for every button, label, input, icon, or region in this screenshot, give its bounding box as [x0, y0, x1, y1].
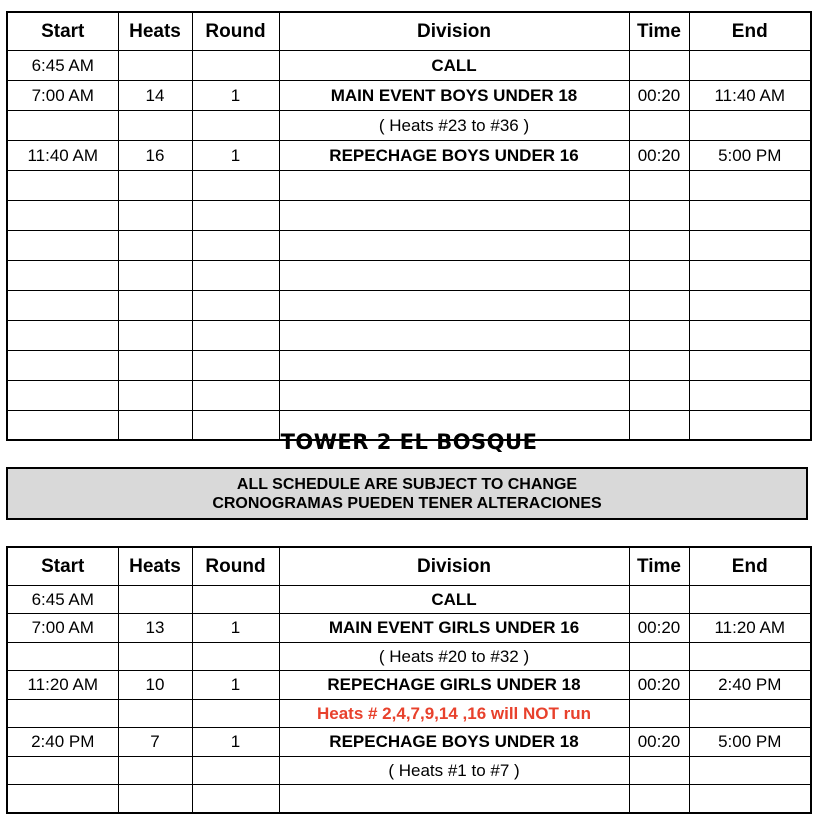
- cell-division: [279, 260, 629, 290]
- cell-division: MAIN EVENT BOYS UNDER 18: [279, 80, 629, 110]
- cell-division: REPECHAGE BOYS UNDER 18: [279, 728, 629, 757]
- cell-division: [279, 785, 629, 814]
- table-row: [7, 785, 811, 814]
- header-end: End: [689, 12, 811, 50]
- cell-time: [629, 380, 689, 410]
- cell-end: [689, 110, 811, 140]
- cell-start: [7, 260, 118, 290]
- cell-start: [7, 699, 118, 728]
- cell-heats: [118, 260, 192, 290]
- cell-end: 5:00 PM: [689, 140, 811, 170]
- cell-heats: 16: [118, 140, 192, 170]
- cell-division: CALL: [279, 585, 629, 614]
- cell-time: 00:20: [629, 728, 689, 757]
- cell-round: 1: [192, 614, 279, 643]
- cell-time: [629, 699, 689, 728]
- cell-heats: [118, 756, 192, 785]
- table-row: [7, 140, 811, 170]
- cell-end: [689, 642, 811, 671]
- cell-round: [192, 200, 279, 230]
- cell-division: ( Heats #1 to #7 ): [279, 756, 629, 785]
- cell-division: Heats # 2,4,7,9,14 ,16 will NOT run: [279, 699, 629, 728]
- notice-line-spanish: CRONOGRAMAS PUEDEN TENER ALTERACIONES: [212, 495, 602, 512]
- cell-division: [279, 200, 629, 230]
- table-row: [7, 642, 811, 671]
- cell-round: [192, 50, 279, 80]
- table-row: [7, 585, 811, 614]
- cell-heats: [118, 50, 192, 80]
- cell-start: [7, 785, 118, 814]
- table-row: [7, 170, 811, 200]
- cell-heats: [118, 785, 192, 814]
- cell-division: REPECHAGE BOYS UNDER 16: [279, 140, 629, 170]
- cell-division: MAIN EVENT GIRLS UNDER 16: [279, 614, 629, 643]
- table-header-row: [7, 12, 811, 50]
- cell-round: 1: [192, 140, 279, 170]
- table-row: [7, 230, 811, 260]
- table-row: [7, 80, 811, 110]
- cell-heats: [118, 699, 192, 728]
- cell-round: [192, 585, 279, 614]
- cell-end: [689, 200, 811, 230]
- cell-heats: 13: [118, 614, 192, 643]
- cell-round: [192, 260, 279, 290]
- cell-round: [192, 290, 279, 320]
- cell-division: [279, 320, 629, 350]
- cell-end: 11:20 AM: [689, 614, 811, 643]
- cell-heats: [118, 170, 192, 200]
- header-time: Time: [629, 12, 689, 50]
- schedule-table-1: [6, 11, 812, 441]
- cell-time: 00:20: [629, 614, 689, 643]
- cell-round: [192, 230, 279, 260]
- cell-end: [689, 785, 811, 814]
- venue-title: TOWER 2 EL BOSQUE: [280, 430, 538, 454]
- cell-end: [689, 350, 811, 380]
- cell-start: [7, 320, 118, 350]
- cell-time: 00:20: [629, 671, 689, 700]
- cell-time: [629, 170, 689, 200]
- cell-round: [192, 642, 279, 671]
- cell-round: [192, 699, 279, 728]
- cell-round: [192, 785, 279, 814]
- cell-round: [192, 170, 279, 200]
- table-row: [7, 699, 811, 728]
- cell-time: [629, 785, 689, 814]
- cell-start: [7, 170, 118, 200]
- cell-end: 2:40 PM: [689, 671, 811, 700]
- cell-end: [689, 699, 811, 728]
- cell-division: REPECHAGE GIRLS UNDER 18: [279, 671, 629, 700]
- cell-start: [7, 642, 118, 671]
- cell-heats: [118, 642, 192, 671]
- cell-end: 5:00 PM: [689, 728, 811, 757]
- cell-division: ( Heats #20 to #32 ): [279, 642, 629, 671]
- cell-time: [629, 50, 689, 80]
- cell-start: [7, 350, 118, 380]
- cell-start: 7:00 AM: [7, 614, 118, 643]
- cell-heats: [118, 320, 192, 350]
- cell-round: [192, 756, 279, 785]
- cell-heats: 7: [118, 728, 192, 757]
- table-row: [7, 671, 811, 700]
- cell-round: 1: [192, 80, 279, 110]
- cell-end: [689, 170, 811, 200]
- cell-division: CALL: [279, 50, 629, 80]
- cell-heats: 14: [118, 80, 192, 110]
- cell-end: 11:40 AM: [689, 80, 811, 110]
- cell-time: [629, 110, 689, 140]
- cell-end: [689, 756, 811, 785]
- cell-start: [7, 380, 118, 410]
- cell-round: [192, 350, 279, 380]
- cell-division: [279, 290, 629, 320]
- header-heats: Heats: [118, 547, 192, 585]
- cell-time: [629, 642, 689, 671]
- header-start: Start: [7, 12, 118, 50]
- table-header-row: [7, 547, 811, 585]
- cell-time: [629, 230, 689, 260]
- cell-end: [689, 585, 811, 614]
- cell-start: 6:45 AM: [7, 585, 118, 614]
- cell-end: [689, 290, 811, 320]
- cell-heats: [118, 200, 192, 230]
- notice-line-english: ALL SCHEDULE ARE SUBJECT TO CHANGE: [236, 476, 578, 493]
- table-row: [7, 260, 811, 290]
- cell-time: [629, 290, 689, 320]
- table-row: [7, 350, 811, 380]
- cell-start: [7, 110, 118, 140]
- cell-end: [689, 230, 811, 260]
- table-row: [7, 728, 811, 757]
- cell-start: 7:00 AM: [7, 80, 118, 110]
- header-division: Division: [279, 547, 629, 585]
- header-round: Round: [192, 547, 279, 585]
- table-row: [7, 290, 811, 320]
- header-time: Time: [629, 547, 689, 585]
- cell-time: [629, 260, 689, 290]
- cell-end: [689, 320, 811, 350]
- cell-time: [629, 585, 689, 614]
- cell-end: [689, 260, 811, 290]
- cell-time: 00:20: [629, 140, 689, 170]
- cell-start: [7, 230, 118, 260]
- cell-heats: [118, 290, 192, 320]
- header-heats: Heats: [118, 12, 192, 50]
- header-start: Start: [7, 547, 118, 585]
- cell-round: 1: [192, 671, 279, 700]
- cell-heats: [118, 110, 192, 140]
- cell-start: 11:20 AM: [7, 671, 118, 700]
- cell-heats: [118, 380, 192, 410]
- cell-time: 00:20: [629, 80, 689, 110]
- cell-division: [279, 380, 629, 410]
- cell-start: [7, 290, 118, 320]
- cell-end: [689, 380, 811, 410]
- cell-division: [279, 170, 629, 200]
- table-row: [7, 756, 811, 785]
- header-round: Round: [192, 12, 279, 50]
- cell-heats: [118, 350, 192, 380]
- cell-time: [629, 756, 689, 785]
- cell-time: [629, 200, 689, 230]
- table-row: [7, 200, 811, 230]
- cell-time: [629, 350, 689, 380]
- cell-round: [192, 110, 279, 140]
- cell-division: ( Heats #23 to #36 ): [279, 110, 629, 140]
- schedule-table-2: [6, 546, 812, 814]
- cell-round: [192, 320, 279, 350]
- table-row: [7, 614, 811, 643]
- cell-start: 11:40 AM: [7, 140, 118, 170]
- header-end: End: [689, 547, 811, 585]
- table-row: [7, 380, 811, 410]
- cell-start: 6:45 AM: [7, 50, 118, 80]
- table-row: [7, 50, 811, 80]
- cell-round: [192, 380, 279, 410]
- cell-division: [279, 230, 629, 260]
- table-row: [7, 110, 811, 140]
- schedule-notice-banner: [6, 467, 808, 520]
- cell-time: [629, 320, 689, 350]
- cell-heats: [118, 585, 192, 614]
- cell-round: 1: [192, 728, 279, 757]
- cell-start: 2:40 PM: [7, 728, 118, 757]
- table-row: [7, 320, 811, 350]
- cell-heats: 10: [118, 671, 192, 700]
- cell-end: [689, 50, 811, 80]
- cell-division: [279, 350, 629, 380]
- cell-heats: [118, 230, 192, 260]
- cell-start: [7, 200, 118, 230]
- header-division: Division: [279, 12, 629, 50]
- cell-start: [7, 756, 118, 785]
